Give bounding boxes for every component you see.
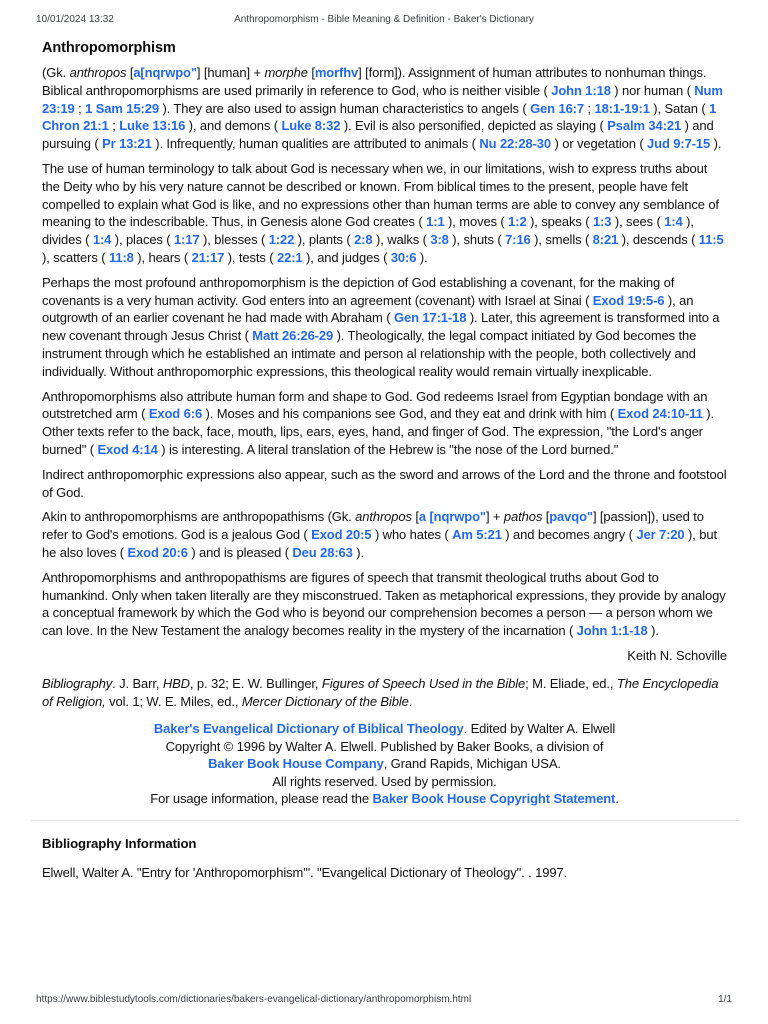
text-run: ), smells ( (530, 232, 593, 248)
article-paragraph (42, 64, 727, 153)
bible-ref-link[interactable]: 21:17 (191, 249, 225, 265)
text-run: ; (584, 100, 595, 116)
text-run: HBD (162, 675, 190, 691)
text-run: Bibliography (42, 675, 113, 691)
bible-ref-link[interactable]: 11:5 (698, 232, 724, 248)
bible-ref-link[interactable]: 1:22 (268, 232, 295, 248)
text-run: ), moves ( (444, 214, 509, 230)
text-run: ), tests ( (224, 249, 277, 265)
text-run: ), divides ( (42, 214, 694, 248)
text-run: vol. 1; W. E. Miles, ed., (105, 693, 242, 709)
text-run: ). (416, 249, 428, 265)
text-run: ), an outgrowth of an earlier covenant he had made with Abraham ( (42, 292, 694, 326)
print-footer-url: https://www.biblestudytools.com/dictionaries/bakers-evangelical-dictionary/anthropomorphism.html (36, 994, 472, 1005)
text-run: [ (411, 509, 419, 525)
bible-ref-link[interactable]: 7:16 (505, 232, 531, 248)
text-run: pathos (503, 509, 543, 525)
text-run: , Grand Rapids, Michigan USA. (383, 756, 561, 772)
bible-ref-link[interactable]: Exod 24:10-11 (617, 406, 703, 422)
bible-ref-link[interactable]: 22:1 (276, 249, 303, 265)
text-run: Copyright © 1996 by Walter A. Elwell. Published by Baker Books, a division of (165, 738, 604, 754)
copyright-line (42, 738, 727, 755)
copyright-block (42, 720, 727, 807)
bible-ref-link[interactable]: 1 Sam 15:29 (85, 100, 159, 116)
text-run: ), walks ( (372, 232, 431, 248)
bibliography-info-heading: Bibliography Information (42, 836, 197, 852)
text-run: ), and judges ( (302, 249, 391, 265)
text-run: Akin to anthropomorphisms are anthropopathisms (Gk. (42, 509, 356, 525)
bible-ref-link[interactable]: a [nqrwpo" (418, 509, 486, 525)
text-run: ). Evil is also personified, depicted as slaying ( (340, 118, 608, 134)
bible-ref-link[interactable]: Psalm 34:21 (607, 118, 682, 134)
bible-ref-link[interactable]: Num 23:19 (42, 82, 723, 116)
text-run: ] [human] + (196, 65, 265, 80)
text-run: ) nor human ( (610, 82, 695, 98)
copyright-line (42, 773, 727, 790)
text-run: ) and becomes angry ( (501, 527, 637, 543)
print-footer-page-indicator: 1/1 (718, 994, 732, 1005)
bible-ref-link[interactable]: Am 5:21 (452, 527, 502, 543)
bible-ref-link[interactable]: Gen 17:1-18 (393, 310, 467, 326)
text-run: Mercer Dictionary of the Bible (241, 693, 409, 709)
article-paragraph (42, 508, 727, 561)
text-run: ). They are also used to assign human characteristics to angels ( (158, 100, 531, 116)
publisher-link[interactable]: Baker Book House Company (208, 756, 384, 772)
bible-ref-link[interactable]: Luke 8:32 (281, 118, 341, 134)
text-run: . Edited by Walter A. Elwell (463, 721, 616, 737)
bible-ref-link[interactable]: 1:1 (426, 214, 445, 230)
text-run: ), blesses ( (199, 232, 269, 248)
dictionary-title-link[interactable]: Baker's Evangelical Dictionary of Biblical Theology (153, 721, 464, 737)
bible-ref-link[interactable]: pavqo" (549, 509, 593, 525)
text-run: ), places ( (111, 232, 175, 248)
text-run: . J. Barr, (112, 675, 163, 691)
bible-ref-link[interactable]: Exod 20:5 (311, 527, 372, 543)
text-run: ; M. Eliade, ed., (525, 675, 617, 691)
text-run: ), descends ( (618, 232, 699, 248)
bible-ref-link[interactable]: 3:8 (430, 232, 449, 248)
text-run: ), scatters ( (42, 249, 109, 265)
text-run: . (615, 790, 619, 806)
text-run: For usage information, please read the (150, 790, 373, 806)
citation-line: Elwell, Walter A. "Entry for 'Anthropomorphism'". "Evangelical Dictionary of Theology". . 1997. (42, 865, 568, 881)
print-header-title: Anthropomorphism - Bible Meaning & Definition - Baker's Dictionary (234, 14, 534, 25)
article-paragraph (42, 160, 727, 267)
bible-ref-link[interactable]: Exod 20:6 (127, 544, 188, 560)
text-run: ] [form]). Assignment of human attributes to nonhuman things. Biblical anthropomorphisms are used primarily in reference to God, who is neither visible ( (42, 65, 707, 98)
article-body (42, 64, 727, 640)
text-run: ), speaks ( (526, 214, 593, 230)
text-run: Indirect anthropomorphic expressions also appear, such as the sword and arrows of the Lord and the throne and footstool of God. (42, 466, 727, 500)
text-run: ). (710, 136, 722, 152)
text-run: morphe (264, 65, 308, 80)
bible-ref-link[interactable]: Jer 7:20 (636, 527, 685, 543)
text-run: ), Satan ( (649, 100, 710, 116)
copyright-statement-link[interactable]: Baker Book House Copyright Statement (372, 790, 616, 806)
text-run: ; (74, 100, 86, 116)
bible-ref-link[interactable]: 30:6 (390, 249, 417, 265)
text-run: ). Theologically, the legal compact initiated by God becomes the instrument through which he established an intimate and person al relationship with the people, both collectively and individually. Without anthropomorphic expressions, this theological reality would remain virtually inexplicable. (42, 328, 697, 379)
text-run: ] [passion]), used to refer to God's emotions. God is a jealous God ( (42, 509, 704, 543)
text-run: ), shuts ( (448, 232, 506, 248)
article-content (42, 40, 727, 882)
copyright-line (42, 790, 727, 807)
text-run: ; (108, 118, 120, 134)
bible-ref-link[interactable]: Jud 9:7-15 (647, 136, 711, 152)
text-run: , p. 32; E. W. Bullinger, (189, 675, 322, 691)
bible-ref-link[interactable]: 1:4 (92, 232, 112, 248)
bible-ref-link[interactable]: 18:1-19:1 (594, 100, 650, 116)
bible-ref-link[interactable]: Matt 26:26-29 (252, 328, 334, 344)
text-run: ) who hates ( (371, 527, 453, 543)
bible-ref-link[interactable]: 1:3 (592, 214, 612, 230)
bible-ref-link[interactable]: morfhv (314, 65, 359, 80)
text-run: ). Later, this agreement is transformed into a new covenant through Jesus Christ ( (42, 310, 720, 344)
bible-ref-link[interactable]: Exod 4:14 (97, 441, 158, 457)
text-run: Anthropomorphisms also attribute human form and shape to God. God redeems Israel from Egyptian bondage with an outstretched arm ( (42, 388, 708, 422)
text-run: ] + (485, 509, 504, 525)
text-run: ). Moses and his companions see God, and they eat and drink with him ( (202, 406, 618, 422)
text-run: ). Infrequently, human qualities are attributed to animals ( (151, 136, 480, 152)
text-run: . (408, 693, 413, 709)
article-paragraph (42, 466, 727, 502)
text-run: [ (542, 509, 550, 525)
text-run: Perhaps the most profound anthropomorphism is the depiction of God establishing a covenant, for the making of covenants is a very human activity. God enters into an agreement (covenant) with Israel at Sinai ( (42, 274, 675, 308)
text-run: Figures of Speech Used in the Bible (321, 675, 526, 691)
text-run: ). (352, 544, 364, 560)
text-run: ), plants ( (294, 232, 355, 248)
text-run: ), sees ( (611, 214, 665, 230)
text-run: [ (307, 65, 315, 80)
text-run: ), hears ( (133, 249, 192, 265)
bible-ref-link[interactable]: 8:21 (592, 232, 619, 248)
bible-ref-link[interactable]: Gen 16:7 (530, 100, 585, 116)
bible-ref-link[interactable]: Exod 6:6 (148, 406, 203, 422)
bible-ref-link[interactable]: Deu 28:63 (292, 544, 353, 560)
article-paragraph (42, 569, 727, 640)
bible-ref-link[interactable]: 2:8 (354, 232, 373, 248)
text-run: ), but he also loves ( (42, 527, 717, 560)
text-run: ) is interesting. A literal translation of the Hebrew is "the nose of the Lord burned." (157, 441, 619, 457)
text-run: ). (647, 623, 659, 639)
bibliography-paragraph (42, 675, 727, 711)
bible-ref-link[interactable]: 1:2 (508, 214, 527, 230)
text-run: All rights reserved. Used by permission. (272, 773, 497, 789)
bible-ref-link[interactable]: a[nqrwpo" (133, 65, 197, 80)
text-run: [ (126, 65, 134, 80)
bible-ref-link[interactable]: Pr 13:21 (102, 136, 152, 152)
copyright-line (42, 720, 727, 737)
text-run: The Encyclopedia of Religion, (42, 675, 719, 709)
text-run: The use of human terminology to talk about God is necessary when we, in our limitations, wish to express truths about the Deity who by his very nature cannot be described or known. From biblical times to the present, people have felt compelled to explain what God is like, and no expressions other than human terms are able to convey any semblance of meaning to the indescribable. Thus, in Genesis alone God creates ( (42, 160, 719, 230)
article-title: Anthropomorphism (42, 40, 176, 56)
bible-ref-link[interactable]: Luke 13:16 (119, 118, 186, 134)
article-paragraph (42, 274, 727, 381)
bible-ref-link[interactable]: John 1:1-18 (576, 623, 648, 639)
bible-ref-link[interactable]: 1 Chron 21:1 (42, 100, 717, 134)
section-divider (30, 820, 739, 821)
bible-ref-link[interactable]: 11:8 (108, 249, 134, 265)
text-run: ) and is pleased ( (187, 544, 293, 560)
text-run: ). Other texts refer to the back, face, mouth, lips, ears, eyes, hand, and finger of God. The expression, "the Lord's anger burned" ( (42, 406, 714, 457)
copyright-line (42, 755, 727, 772)
text-run: anthropos (355, 509, 412, 525)
bible-ref-link[interactable]: 1:4 (664, 214, 683, 230)
text-run: anthropos (69, 65, 127, 80)
text-run: ) and pursuing ( (42, 118, 714, 152)
text-run: ), and demons ( (185, 118, 282, 134)
bible-ref-link[interactable]: 1:17 (174, 232, 200, 248)
bible-ref-link[interactable]: Nu 22:28-30 (479, 136, 552, 152)
text-run: (Gk. (42, 65, 70, 80)
bible-ref-link[interactable]: Exod 19:5-6 (592, 292, 665, 308)
text-run: ) or vegetation ( (551, 136, 648, 152)
print-header-datetime: 10/01/2024 13:32 (36, 14, 114, 25)
text-run: Anthropomorphisms and anthropopathisms are figures of speech that transmit theological truths about God to humankind. Only when taken literally are they misconstrued. Taken as metaphorical expressions, they provide by analogy a conceptual framework by which the God who is beyond our comprehension becomes a person — a person whom we can love. In the New Testament the analogy becomes reality in the mystery of the incarnation ( (42, 569, 726, 639)
article-paragraph (42, 388, 727, 459)
author-byline: Keith N. Schoville (627, 647, 727, 663)
bible-ref-link[interactable]: John 1:18 (551, 82, 611, 98)
